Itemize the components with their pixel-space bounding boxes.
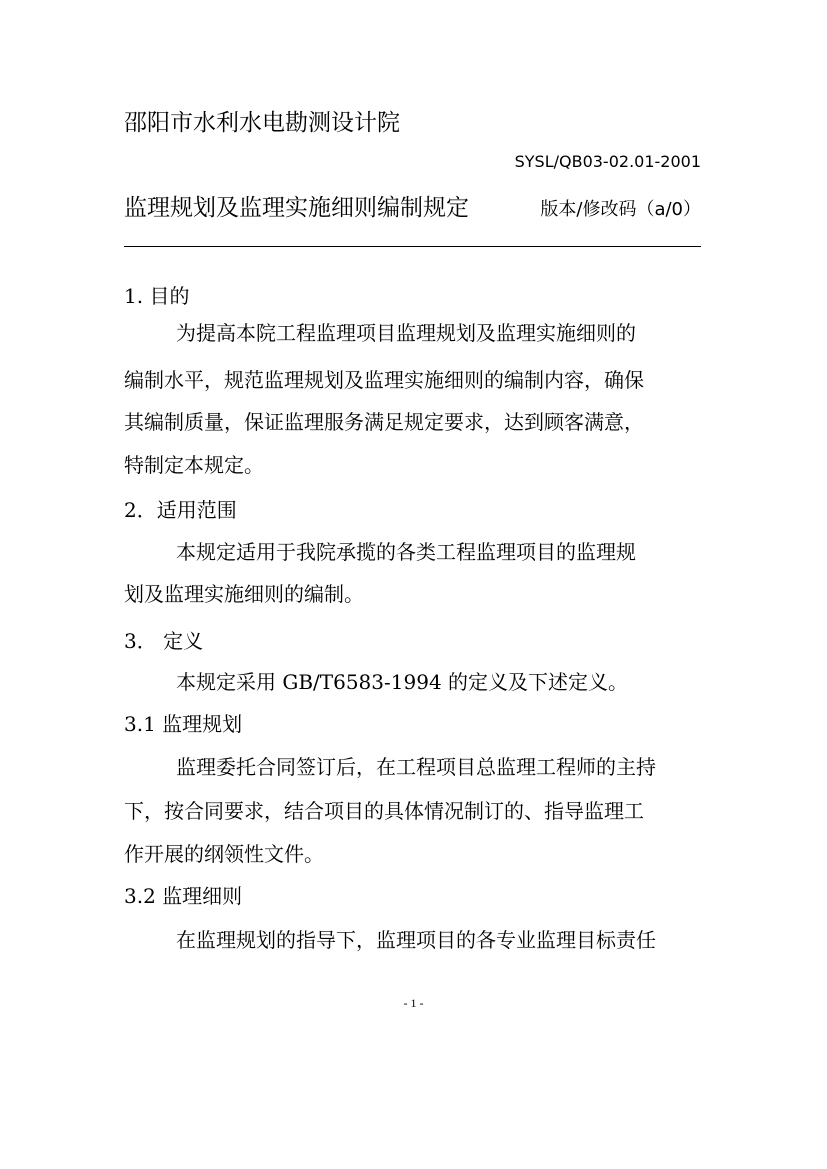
document-title: 监理规划及监理实施细则编制规定 [124,195,469,221]
paragraph-line: 为提高本院工程监理项目监理规划及监理实施细则的 [176,321,636,345]
subsection-heading-plan: 3.1 监理规划 [124,712,243,736]
header-divider [124,246,701,247]
version-code: 版本/修改码（a/0） [540,199,701,220]
paragraph-line: 划及监理实施细则的编制。 [124,582,364,606]
paragraph-line: 特制定本规定。 [124,453,264,477]
paragraph-line: 其编制质量，保证监理服务满足规定要求，达到顾客满意， [124,410,644,434]
paragraph-line: 本规定采用 GB/T6583-1994 的定义及下述定义。 [176,670,629,694]
subsection-heading-rules: 3.2 监理细则 [124,884,243,908]
page-number: - 1 - [403,996,424,1010]
section-heading-definition: 3． 定义 [124,629,204,653]
paragraph-line: 在监理规划的指导下，监理项目的各专业监理目标责任 [176,928,656,952]
section-heading-purpose: 1. 目的 [124,284,190,308]
paragraph-line: 本规定适用于我院承揽的各类工程监理项目的监理规 [176,540,636,564]
organization-name: 邵阳市水利水电勘测设计院 [124,110,400,136]
paragraph-line: 监理委托合同签订后，在工程项目总监理工程师的主持 [176,755,656,779]
paragraph-line: 编制水平，规范监理规划及监理实施细则的编制内容，确保 [124,368,644,392]
document-code: SYSL/QB03-02.01-2001 [514,152,701,171]
section-heading-scope: 2．适用范围 [124,498,237,522]
paragraph-line: 作开展的纲领性文件。 [124,842,324,866]
paragraph-line: 下，按合同要求，结合项目的具体情况制订的、指导监理工 [124,799,644,823]
